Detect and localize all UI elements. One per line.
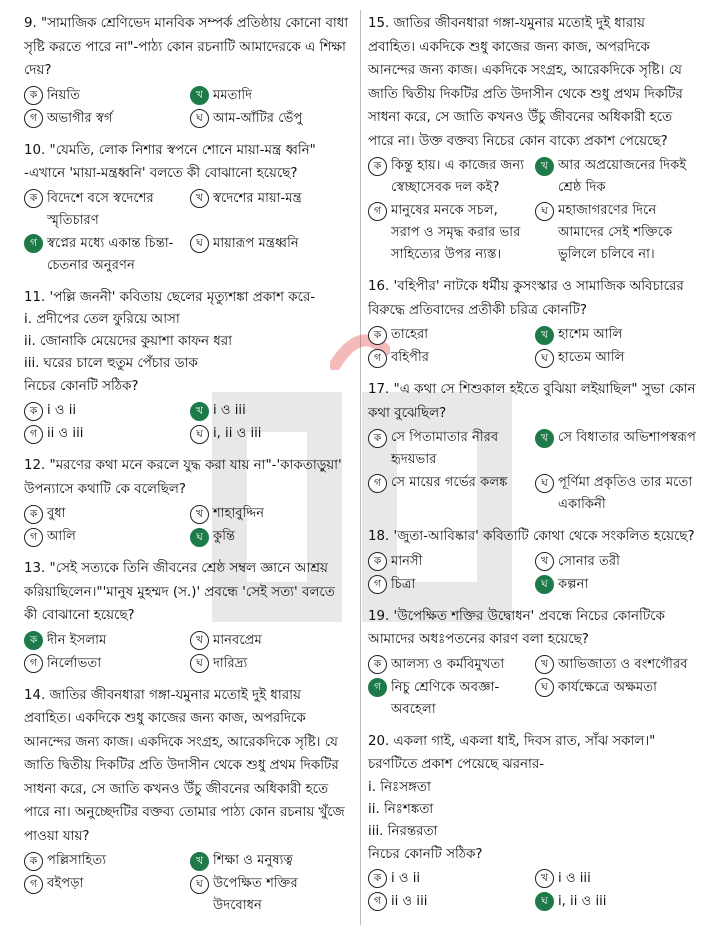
question-block [24,286,350,446]
option-item[interactable] [535,574,696,596]
question-text: 10. "যেমতি, লোক নিশার স্বপনে শোনে মায়া-মন্ত্র ধ্বনি" -এখানে 'মায়া-মন্ত্রধ্বনি' বলতে কী বোঝানো হয়েছে? [24,142,316,181]
option-label: নিয়তি [47,87,81,103]
option-badge: গ [24,528,43,547]
option-item[interactable] [190,503,350,525]
question-block [368,605,696,721]
option-item[interactable] [535,654,696,676]
option-label: i ও ii [391,870,421,886]
option-label: কুন্তি [213,529,236,544]
option-label: চিত্রা [391,576,416,592]
option-item[interactable] [535,324,696,346]
option-item[interactable] [24,400,184,422]
question-ask: নিচের কোনটি সঠিক? [24,379,139,394]
option-label: হাতেম আলি [558,350,625,365]
option-label: অভাগীর স্বর্গ [47,110,113,126]
option-label: শাহাবুদ্দিন [213,506,265,521]
question-text: 13. "সেই সত্যকে তিনি জীবনের শ্রেষ্ঠ সম্বল জ্ঞানে আশ্রয় করিয়াছিলেন।"'মানুষ মুহম্মদ (স.)' প্রবন্ধে 'সেই সত্য' বলতে কী বোঝানো হয়েছে? [24,561,335,623]
option-label: পল্লিসাহিত্য [47,853,107,868]
option-label: পূর্ণিমা প্রকৃতিও তার মতো একাকিনী [558,475,693,512]
option-item[interactable] [190,233,350,277]
option-item[interactable] [368,155,529,199]
option-badge: ঘ [535,474,554,493]
correct-option-badge: খ [535,429,554,448]
option-label: দারিদ্র্য [213,655,248,671]
option-item[interactable] [535,155,696,199]
option-item[interactable] [24,653,184,675]
option-badge: খ [190,631,209,650]
right-column [368,12,696,922]
question-text: 19. 'উপেক্ষিত শক্তির উদ্বোধন' প্রবন্ধে নিচের কোনটিকে আমাদের অধঃপতনের কারণ বলা হয়েছে? [368,608,665,647]
option-badge: ক [24,86,43,105]
option-badge: গ [368,474,387,493]
option-label: i ও ii [47,403,77,418]
option-item[interactable] [368,654,529,676]
options-grid [368,551,696,596]
option-item[interactable] [24,423,184,445]
option-label: কার্যক্ষেত্রে অক্ষমতা [558,679,657,695]
question-ask: নিচের কোনটি সঠিক? [368,846,483,862]
option-badge: ক [368,655,387,674]
option-label: কিন্তু হায়। এ কাজের জন্য স্বেচ্ছাসেবক দল কই? [391,158,525,195]
option-label: i, ii ও iii [558,893,607,909]
statement-line: iii. নিরন্তরতা [368,823,438,839]
option-item[interactable] [535,347,696,369]
option-item[interactable] [368,200,529,266]
option-item[interactable] [24,850,184,872]
option-item[interactable] [190,850,350,872]
option-item[interactable] [24,188,184,232]
correct-option-badge: গ [368,678,387,697]
option-badge: খ [190,189,209,208]
option-badge: ঘ [190,234,209,253]
statement-line: iii. ঘরের চালে হুতুম পেঁচার ডাক [24,356,198,371]
option-label: স্বপ্নের মধ্যে একান্ত চিন্তা-চেতনার অনুরণন [47,235,174,273]
option-label: নির্লোভতা [47,655,102,671]
correct-option-badge: ঘ [535,575,554,594]
options-grid [368,654,696,721]
option-item[interactable] [190,188,350,232]
correct-option-badge: গ [24,234,43,253]
option-label: আলি [47,529,76,544]
correct-option-badge: খ [535,326,554,345]
question-block [368,730,696,913]
option-item[interactable] [190,630,350,652]
correct-option-badge: ঘ [190,528,209,547]
option-item[interactable] [24,85,184,107]
option-item[interactable] [535,200,696,266]
option-badge: গ [24,875,43,894]
option-label: বহিপীর [391,350,430,365]
option-label: মায়ারূপ মন্ত্রধ্বনি [213,235,299,251]
option-badge: গ [368,349,387,368]
option-label: আভিজাত্য ও বংশগৌরব [558,656,688,672]
option-label: i ও iii [213,403,246,418]
statement-line: ii. নিঃশঙ্কতা [368,801,434,817]
statement-line: i. নিঃসঙ্গতা [368,779,431,795]
option-item[interactable] [24,873,184,917]
option-label: উপেক্ষিত শক্তির উদবোধন [213,876,298,913]
options-grid [24,188,350,277]
option-badge: গ [368,575,387,594]
option-badge: গ [368,892,387,911]
option-badge: ক [368,157,387,176]
option-badge: ক [24,505,43,524]
correct-option-badge: খ [190,86,209,105]
option-item[interactable] [535,891,696,913]
question-block [368,525,696,596]
option-item[interactable] [190,526,350,548]
option-badge: ক [24,852,43,871]
question-block [24,557,350,675]
option-badge: ক [24,402,43,421]
option-label: বিদেশে বসে স্বদেশের স্মৃতিচারণ [47,190,154,228]
option-badge: ঘ [190,109,209,128]
option-item[interactable] [24,630,184,652]
correct-option-badge: খ [190,402,209,421]
option-item[interactable] [368,427,529,471]
option-label: i ও iii [558,870,591,886]
option-item[interactable] [190,400,350,422]
option-label: সে বিধাতার অভিশাপস্বরূপ [558,430,696,445]
options-grid [368,155,696,266]
option-item[interactable] [535,427,696,471]
option-badge: ক [24,189,43,208]
question-block [368,275,696,369]
option-badge: গ [24,109,43,128]
option-item[interactable] [24,526,184,548]
options-grid [24,850,350,917]
option-label: বুধা [47,506,66,521]
left-column [24,12,350,926]
option-item[interactable] [535,868,696,890]
option-label: স্বদেশের মায়া-মন্ত্র [213,190,302,206]
options-grid [24,630,350,675]
question-text: 20. একলা গাই, একলা ধাই, দিবস রাত, সাঁঝ সকাল।" চরণটিতে প্রকাশ পেয়েছে ঝরনার- [368,733,656,772]
option-label: কল্পনা [558,576,589,592]
question-text: 18. 'জুতা-আবিষ্কার' কবিতাটি কোথা থেকে সংকলিত হয়েছে? [368,529,695,544]
question-text: 14. জাতির জীবনধারা গঙ্গা-যমুনার মতোই দুই ধারায় প্রবাহিত। একদিকে শুধু কাজের জন্য কাজ, অপরদিকে আনন্দের জন্য কাজ। একদিকে সংগ্রহ, আরেকদিকে সৃষ্টি। যে জাতি দ্বিতীয় দিকটির প্রতি উদাসীন থেকে শুধু প্রথম দিকটির সাধনা করে, সে জাতি কখনও উঁচু জীবনের অধিকারী হতে পারে না। অনুচ্ছেদটির বক্তব্য তোমার পাঠ্য কোন রচনায় খুঁজে পাওয়া যায়? [24,687,345,844]
option-label: দীন ইসলাম [47,632,107,648]
option-badge: ক [368,429,387,448]
option-item[interactable] [368,574,529,596]
options-grid [24,85,350,130]
option-badge: খ [535,552,554,571]
option-item[interactable] [368,891,529,913]
options-grid [24,400,350,445]
option-item[interactable] [535,677,696,721]
option-item[interactable] [368,347,529,369]
option-badge: ঘ [190,425,209,444]
option-badge: খ [190,505,209,524]
option-label: নিচু শ্রেণিকে অবজ্ঞা-অবহেলা [391,679,500,717]
option-item[interactable] [190,85,350,107]
options-grid [368,427,696,516]
option-label: i, ii ও iii [213,426,262,441]
question-block [24,454,350,548]
options-grid [24,503,350,548]
option-label: মমতাদি [213,87,253,103]
option-label: মানবপ্রেম [213,632,262,648]
option-badge: খ [535,869,554,888]
question-text: 17. "এ কথা সে শিশুকাল হইতে বুঝিয়া লইয়াছিল" সুভা কোন কথা বুঝেছিল? [368,382,696,421]
option-label: হাশেম আলি [558,327,623,342]
option-badge: গ [368,202,387,221]
option-badge: ঘ [535,349,554,368]
option-item[interactable] [535,551,696,573]
option-item[interactable] [368,551,529,573]
option-badge: ক [368,552,387,571]
option-badge: ঘ [535,202,554,221]
statement-line: i. প্রদীপের তেল ফুরিয়ে আসা [24,312,180,327]
option-label: মহাজাগরণের দিনে আমাদের সেই শক্তিকে ভুলিলে চলিবে না। [558,203,673,262]
correct-option-badge: খ [535,157,554,176]
question-block [368,378,696,516]
option-item[interactable] [24,108,184,130]
question-block [368,12,696,266]
statement-line: ii. জোনাকি মেয়েদের কুয়াশা কাফন ধরা [24,334,232,349]
option-badge: গ [24,425,43,444]
question-block [24,684,350,918]
question-text: 12. "মরণের কথা মনে করলে যুদ্ধ করা যায় না"-'কাকতাড়ুয়া' উপন্যাসে কথাটি কে বলেছিল? [24,458,342,497]
question-text: 9. "সামাজিক শ্রেণিভেদ মানবিক সম্পর্ক প্রতিষ্ঠায় কোনো বাধা সৃষ্টি করতে পারে না"-পাঠ্য কোন রচনাটি আমাদেরকে এ শিক্ষা দেয়? [24,16,349,78]
option-item[interactable] [368,472,529,516]
option-badge: ঘ [190,875,209,894]
options-grid [368,868,696,913]
option-item[interactable] [190,108,350,130]
option-item[interactable] [24,503,184,525]
option-label: সোনার তরী [558,553,620,569]
option-label: আলস্য ও কর্মবিমুখতা [391,656,505,672]
correct-option-badge: ঘ [535,892,554,911]
question-text: 16. 'বহিপীর' নাটকে ধর্মীয় কুসংস্কার ও সামাজিক অবিচারের বিরুদ্ধে প্রতিবাদের প্রতীকী চরিত্র কোনটি? [368,279,684,318]
question-text: 11. 'পল্লি জননী' কবিতায় ছেলের মৃত্যুশঙ্কা প্রকাশ করে- [24,289,316,305]
option-item[interactable] [190,653,350,675]
option-label: বইপড়া [47,876,84,891]
option-label: মানুষের মনকে সচল, সরাপ ও সমৃদ্ধ করার ভার সাহিত্যের উপর ন্যস্ত। [391,203,521,262]
option-badge: ক [368,326,387,345]
option-item[interactable] [190,873,350,917]
option-item[interactable] [368,677,529,721]
option-badge: ঘ [190,654,209,673]
option-label: আম-আঁটির ভেঁপু [213,110,303,126]
option-label: তাহেরা [391,327,429,342]
question-block [24,139,350,277]
options-grid [368,324,696,369]
option-badge: গ [24,654,43,673]
option-item[interactable] [368,868,529,890]
option-label: আর অপ্রয়োজনের দিকই শ্রেষ্ঠ দিক [558,158,687,195]
question-block [24,12,350,130]
option-item[interactable] [24,233,184,277]
option-item[interactable] [535,472,696,516]
option-item[interactable] [190,423,350,445]
correct-option-badge: খ [190,852,209,871]
option-label: ii ও iii [47,426,84,441]
option-label: সে মায়ের গর্ভের কলঙ্ক [391,475,508,490]
option-badge: ক [368,869,387,888]
column-divider [360,10,361,925]
correct-option-badge: ক [24,631,43,650]
option-label: মানসী [391,553,423,569]
option-label: সে পিতামাতার নীরব হৃদয়ভার [391,430,499,467]
option-item[interactable] [368,324,529,346]
question-text: 15. জাতির জীবনধারা গঙ্গা-যমুনার মতোই দুই ধারায় প্রবাহিত। একদিকে শুধু কাজের জন্য কাজ, অপরদিকে আনন্দের জন্য কাজ। একদিকে সংগ্রহ, আরেকদিকে সৃষ্টি। যে জাতি দ্বিতীয় দিকটির প্রতি উদাসীন থেকে শুধু প্রথম দিকটির সাধনা করে, সে জাতি কখনও উঁচু জীবনের অধিকারী হতে পারে না। উক্ত বক্তব্য নিচের কোন বাক্যে প্রকাশ পেয়েছে? [368,16,683,149]
option-badge: খ [535,655,554,674]
option-label: ii ও iii [391,893,428,909]
option-badge: ঘ [535,678,554,697]
option-label: শিক্ষা ও মনুষ্যত্ব [213,853,293,868]
